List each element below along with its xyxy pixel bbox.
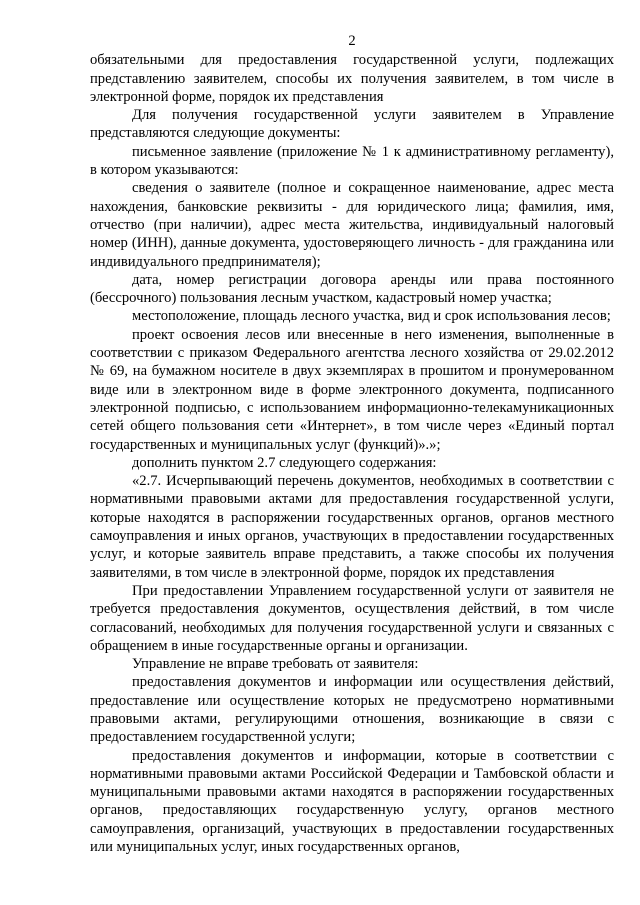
paragraph: обязательными для предоставления государственной услуги, подлежащих представлению заявителем, способы их получения заявителем, в том числе в электронной форме, порядок их представления [90,52,614,105]
paragraph: «2.7. Исчерпывающий перечень документов, необходимых в соответствии с нормативными правовыми актами для предоставления государственной услуги, которые находятся в распоряжении государственных органов, органов местного самоуправления и иных органов, участвующих в предоставлении государственных услуг, и которые заявитель вправе представить, а также способы их получения заявителями, в том числе в электронной форме, порядок их представления [90,473,614,581]
paragraph: дополнить пунктом 2.7 следующего содержания: [132,454,437,471]
paragraph: предоставления документов и информации или осуществления действий, предоставление или осуществление которых не предусмотрено нормативными правовыми актами, регулирующими отношения, возникающие в связи с предоставлением государственной услуги; [90,674,614,746]
paragraph: сведения о заявителе (полное и сокращенное наименование, адрес места нахождения, банковские реквизиты - для юридического лица; фамилия, имя, отчество (при наличии), адрес места жительства, индивидуальный налоговый номер (ИНН), данные документа, удостоверяющего личность - для гражданина или индивидуального предпринимателя); [90,180,614,270]
paragraph: Для получения государственной услуги заявителем в Управление представляются следующие документы: [90,107,614,142]
paragraph: письменное заявление (приложение № 1 к административному регламенту), в котором указываются: [90,143,614,179]
paragraph: дата, номер регистрации договора аренды или права постоянного (бессрочного) пользования лесным участком, кадастровый номер участка; [90,271,614,307]
paragraph: Управление не вправе требовать от заявителя: [132,656,419,673]
document-body [90,51,614,856]
paragraph: местоположение, площадь лесного участка, вид и срок использования лесов; [132,308,611,325]
paragraph: проект освоения лесов или внесенные в него изменения, выполненные в соответствии с приказом Федерального агентства лесного хозяйства от 29.02.2012 № 69, на бумажном носителе в двух экземплярах в прошитом и пронумерованном виде или в электронном виде в форме электронного документа, подписанного электронной подписью, с использованием информационно-телекамуникационных сетей общего пользования сети «Интернет», в том числе через «Единый портал государственных и муниципальных услуг (функций)».»; [90,326,614,453]
page-number: 2 [348,33,356,49]
paragraph: предоставления документов и информации, которые в соответствии с нормативными правовыми актами Российской Федерации и Тамбовской области и муниципальными правовыми актами находятся в распоряжении государственных органов, предоставляющих государственную услугу, органов местного самоуправления, организаций, участвующих в предоставлении государственных или муниципальных услуг, иных государственных органов, [90,747,614,856]
paragraph: При предоставлении Управлением государственной услуги от заявителя не требуется предоставления документов, осуществления действий, в том числе согласований, необходимых для получения государственной услуги и связанных с обращением в иные государственные органы и организации. [90,582,614,654]
